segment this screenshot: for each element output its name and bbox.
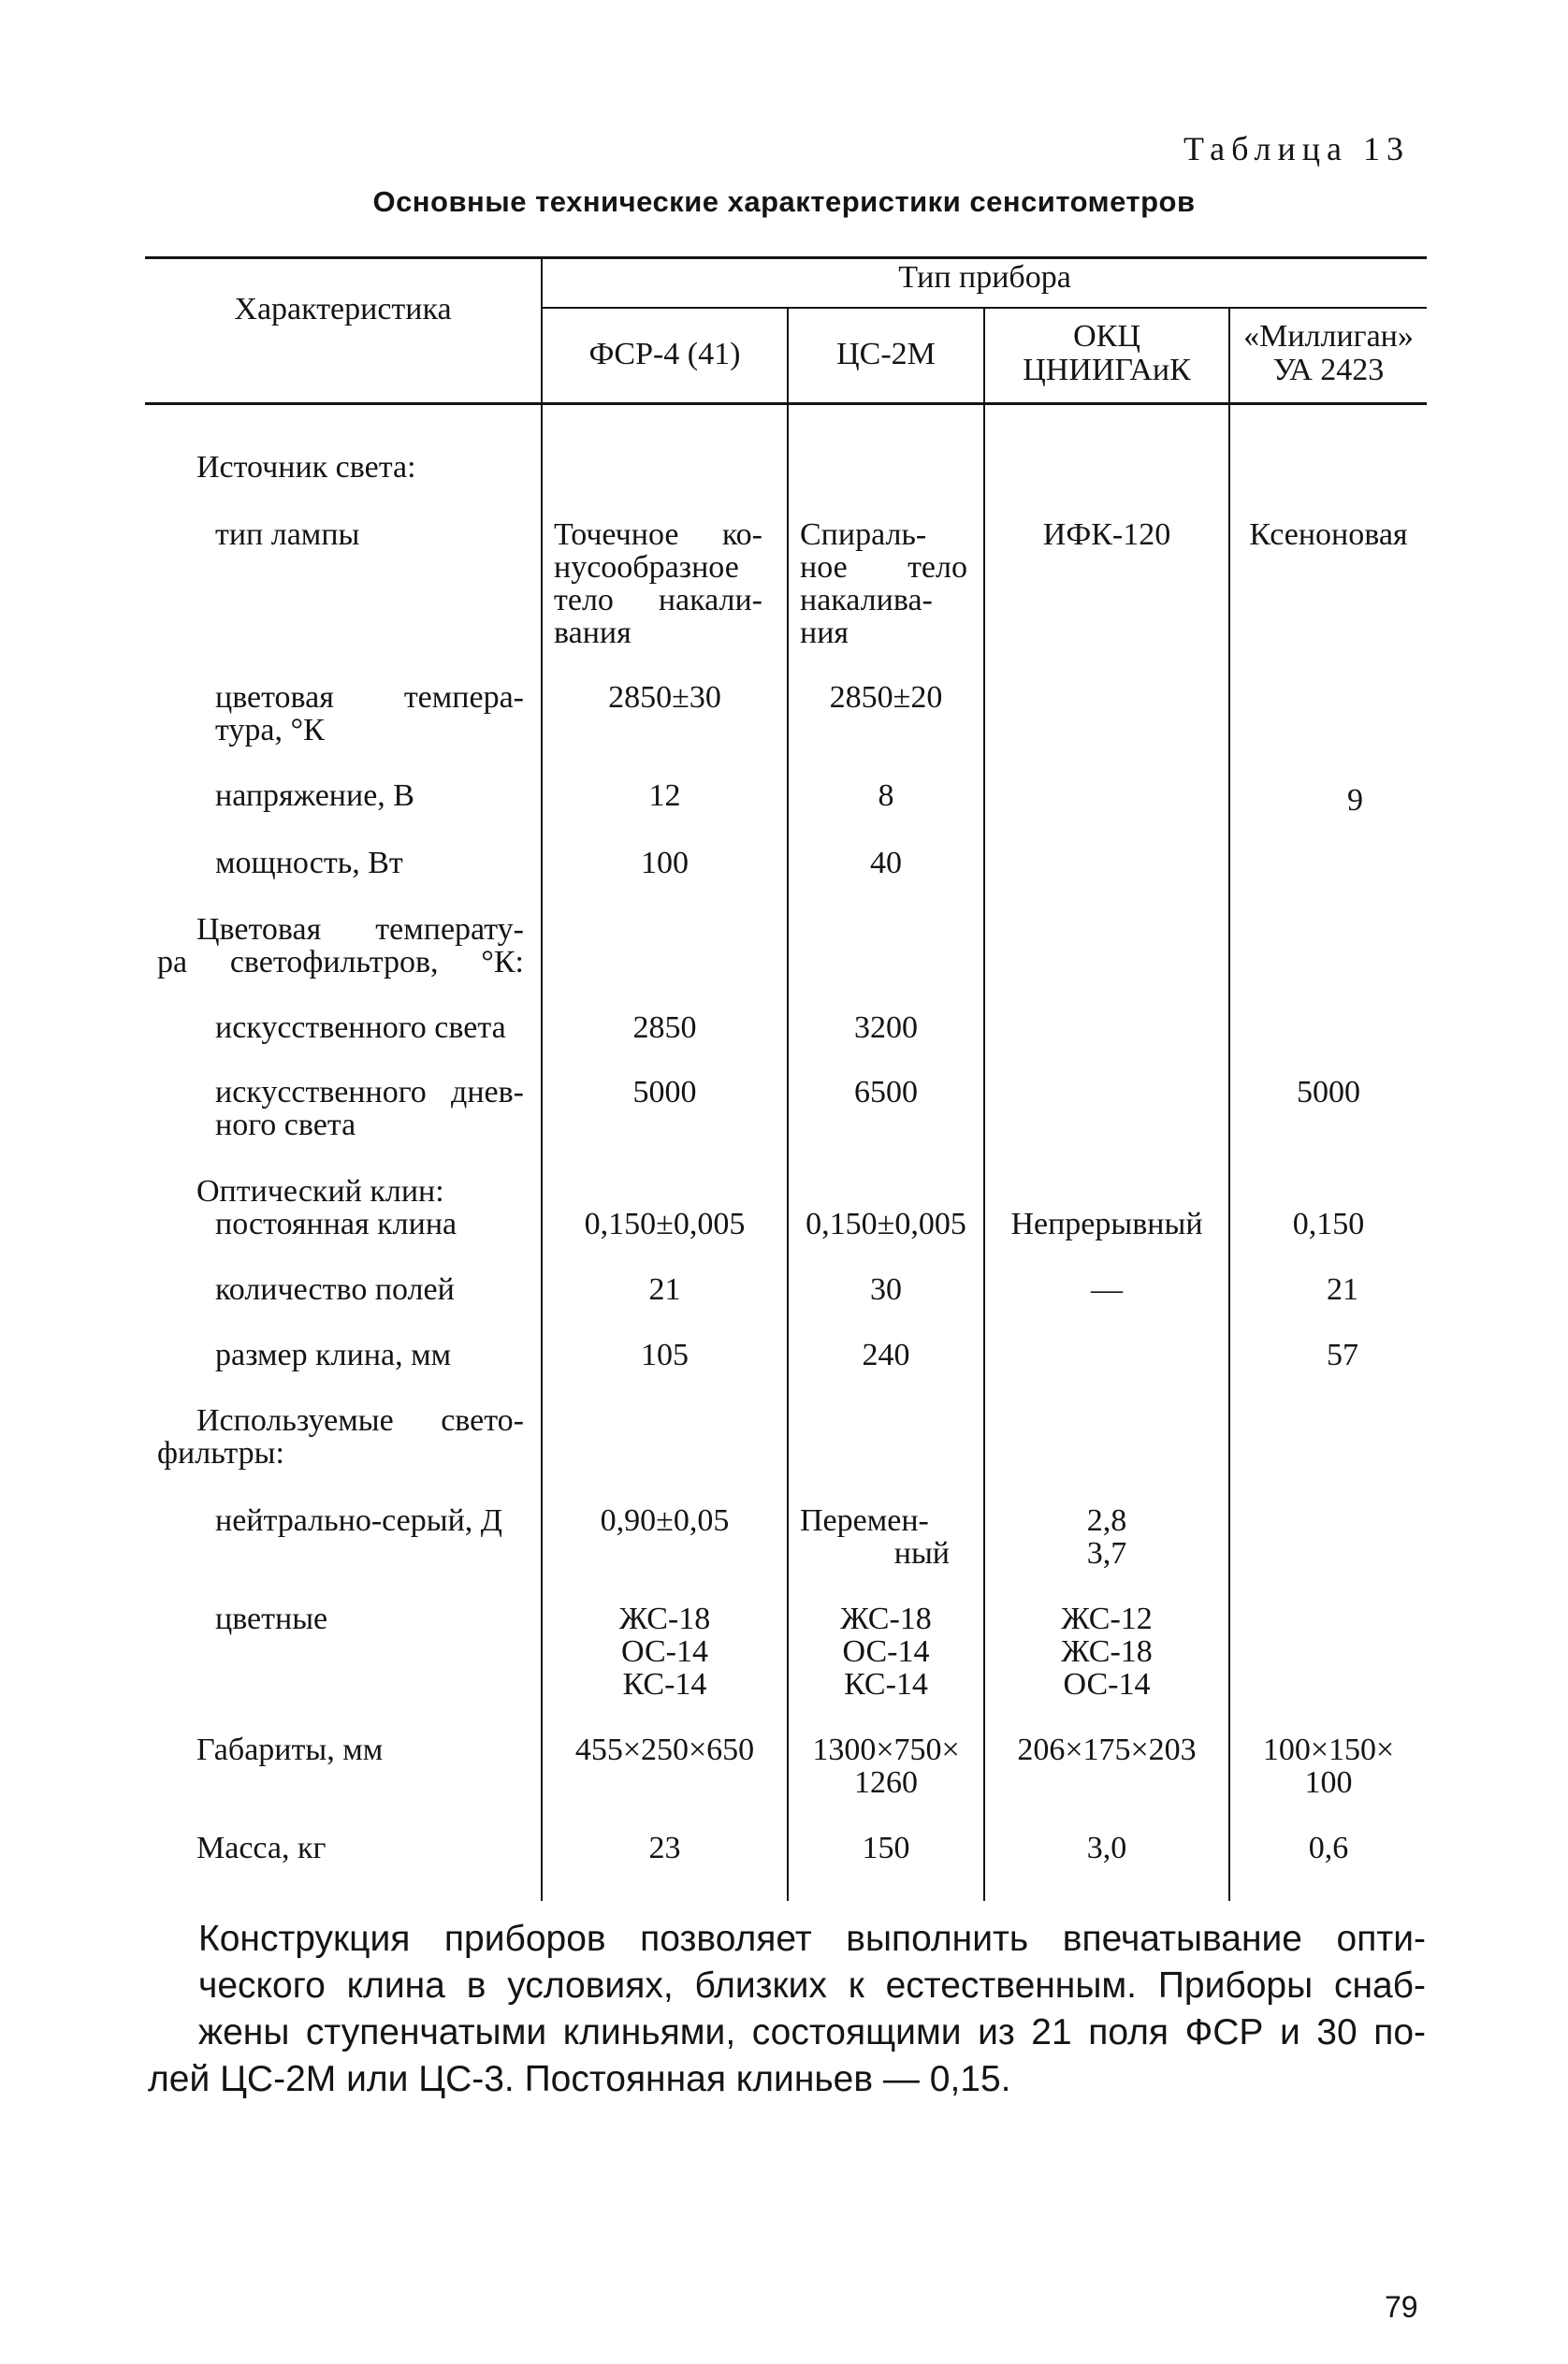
- filters-label-line: Используемые свето-: [196, 1403, 524, 1438]
- colored-c2-line: ЖС-18: [840, 1602, 932, 1636]
- row-mass-label: Масса, кг: [196, 1831, 327, 1865]
- row-filter-temp-label2: [157, 946, 524, 979]
- row-lamp-type-label: тип лампы: [215, 517, 360, 552]
- row-wedge-constant-label: постоянная клина: [215, 1207, 457, 1241]
- row-wedge-constant-c2: 0,150±0,005: [806, 1207, 966, 1241]
- filter-temp-label-line: ра светофильтров, °К:: [157, 945, 524, 979]
- neutral-gray-c2-line: Перемен-: [800, 1503, 929, 1538]
- row-mass-c2: 150: [862, 1831, 910, 1865]
- artificial-daylight-label-line: искусственного днев-: [215, 1075, 524, 1109]
- row-neutral-gray-c2: [800, 1504, 950, 1570]
- lamp-type-c1-line: нусообразное: [554, 550, 739, 585]
- row-wedge-size-label: размер клина, мм: [215, 1338, 452, 1372]
- row-artificial-light-c2: 3200: [854, 1010, 918, 1045]
- dimensions-c2-line: 1300×750×: [812, 1733, 960, 1767]
- header-col-okc-line2: ЦНИИГАиК: [1023, 353, 1191, 387]
- row-mass-c1: 23: [648, 1831, 681, 1865]
- artificial-daylight-label-line: ного света: [215, 1108, 356, 1142]
- colored-c1-line: КС-14: [622, 1667, 707, 1702]
- paragraph-line: жены ступенчатыми клиньями, состоящими из 21 поля ФСР и 30 по-: [198, 2012, 1426, 2052]
- paragraph-line: ческого клина в условиях, близких к естественным. Приборы снаб-: [198, 1965, 1426, 2006]
- color-temp-label-line: цветовая темпера-: [215, 680, 524, 715]
- row-light-source-label: Источник света:: [196, 450, 416, 485]
- row-artificial-light-label: искусственного света: [215, 1010, 506, 1045]
- neutral-gray-c3-line: 3,7: [1086, 1536, 1127, 1571]
- row-wedge-constant-c1: 0,150±0,005: [584, 1207, 746, 1241]
- row-wedge-size-c4: 57: [1327, 1338, 1358, 1372]
- lamp-type-c2-line: ное тело: [800, 550, 967, 585]
- row-voltage-c4: 9: [1347, 783, 1363, 818]
- row-voltage-label: напряжение, В: [215, 778, 414, 813]
- row-artificial-daylight-c1: 5000: [632, 1075, 697, 1109]
- row-neutral-gray-label: нейтрально-серый, Д: [215, 1503, 502, 1538]
- row-lamp-type-c3: ИФК-120: [1042, 517, 1171, 552]
- paragraph-line: Конструкция приборов позволяет выполнить впечатывание опти-: [198, 1919, 1426, 1959]
- header-col-milligan: [1230, 320, 1427, 387]
- filter-temp-label-line: Цветовая температу-: [196, 912, 524, 947]
- row-field-count-c4: 21: [1327, 1272, 1358, 1307]
- lamp-type-c1-line: тело накали-: [554, 583, 762, 617]
- row-dimensions-c2: [789, 1733, 983, 1799]
- colored-c3-line: ЖС-18: [1061, 1634, 1153, 1669]
- row-power-label: мощность, Вт: [215, 846, 403, 880]
- row-color-temp-c2: 2850±20: [829, 680, 943, 715]
- row-color-temp-c1: 2850±30: [608, 680, 721, 715]
- row-mass-c4: 0,6: [1308, 1831, 1349, 1865]
- row-filters-label: [196, 1404, 524, 1437]
- colored-c2-line: ОС-14: [842, 1634, 930, 1669]
- row-colored-c3: [985, 1603, 1228, 1701]
- row-artificial-daylight-c2: 6500: [854, 1075, 918, 1109]
- row-voltage-c2: 8: [878, 778, 894, 813]
- lamp-type-c1-line: вания: [554, 616, 632, 650]
- row-optical-wedge-label: Оптический клин:: [196, 1174, 444, 1209]
- neutral-gray-c2-line: ный: [893, 1536, 950, 1571]
- row-wedge-size-c1: 105: [641, 1338, 689, 1372]
- row-lamp-type-c4: Ксеноновая: [1249, 517, 1408, 552]
- row-field-count-label: количество полей: [215, 1272, 455, 1307]
- colored-c2-line: КС-14: [844, 1667, 928, 1702]
- row-artificial-daylight-c4: 5000: [1297, 1075, 1360, 1109]
- row-dimensions-c1: 455×250×650: [574, 1733, 755, 1767]
- row-field-count-c2: 30: [870, 1272, 902, 1307]
- header-col-okc-line1: ОКЦ: [1073, 319, 1140, 354]
- lamp-type-c2-line: ния: [800, 616, 849, 650]
- row-dimensions-c4: [1230, 1733, 1427, 1799]
- header-col-milligan-line1: «Миллиган»: [1243, 319, 1414, 354]
- row-wedge-constant-c3: Непрерывный: [1010, 1207, 1203, 1241]
- header-col-okc: [985, 320, 1228, 387]
- row-neutral-gray-c1: 0,90±0,05: [600, 1503, 730, 1538]
- paragraph-line: лей ЦС-2М или ЦС-3. Постоянная клиньев — 0,15.: [148, 2059, 1011, 2099]
- row-lamp-type-c2: [800, 518, 967, 649]
- row-color-temp-label: [215, 681, 524, 747]
- lamp-type-c2-line: накалива-: [800, 583, 933, 617]
- page-number: 79: [1385, 2290, 1418, 2324]
- row-dimensions-c3: 206×175×203: [1017, 1733, 1197, 1767]
- row-power-c1: 100: [641, 846, 689, 880]
- neutral-gray-c3-line: 2,8: [1086, 1503, 1127, 1538]
- dimensions-c2-line: 1260: [854, 1765, 918, 1800]
- colored-c3-line: ОС-14: [1063, 1667, 1151, 1702]
- row-colored-label: цветные: [215, 1602, 328, 1636]
- row-filters-label2: фильтры:: [157, 1436, 284, 1471]
- dimensions-c4-line: 100×150×: [1262, 1733, 1395, 1767]
- header-device-type: Тип прибора: [898, 260, 1071, 295]
- lamp-type-c1-line: Точечное ко-: [554, 517, 762, 552]
- row-lamp-type-c1: [554, 518, 762, 649]
- table-header-rule: [145, 402, 1427, 405]
- row-dimensions-label: Габариты, мм: [196, 1733, 384, 1767]
- colored-c1-line: ЖС-18: [618, 1602, 711, 1636]
- body-paragraph: [148, 1916, 1426, 2103]
- row-mass-c3: 3,0: [1086, 1831, 1127, 1865]
- row-field-count-c1: 21: [648, 1272, 681, 1307]
- row-power-c2: 40: [870, 846, 902, 880]
- row-field-count-c3: —: [1091, 1272, 1123, 1307]
- row-colored-c1: [543, 1603, 787, 1701]
- header-col-cs: ЦС-2М: [836, 337, 936, 371]
- row-voltage-c1: 12: [648, 778, 681, 813]
- row-colored-c2: [789, 1603, 983, 1701]
- row-artificial-daylight-label: [215, 1076, 524, 1141]
- table-top-rule: [145, 256, 1427, 259]
- color-temp-label-line: тура, °К: [215, 713, 325, 747]
- row-neutral-gray-c3: [985, 1504, 1228, 1570]
- header-col-milligan-line2: УА 2423: [1272, 353, 1385, 387]
- row-artificial-light-c1: 2850: [632, 1010, 697, 1045]
- colored-c1-line: ОС-14: [621, 1634, 708, 1669]
- header-col-fsr: ФСР-4 (41): [588, 337, 741, 371]
- lamp-type-c2-line: Спираль-: [800, 517, 927, 552]
- row-wedge-constant-c4: 0,150: [1292, 1207, 1365, 1241]
- colored-c3-line: ЖС-12: [1061, 1602, 1153, 1636]
- table-title: Основные технические характеристики сенситометров: [372, 185, 1196, 218]
- dimensions-c4-line: 100: [1304, 1765, 1353, 1800]
- row-filter-temp-label: [196, 913, 524, 946]
- header-characteristic: Характеристика: [234, 292, 452, 326]
- table-label: Таблица 13: [1183, 130, 1410, 167]
- row-wedge-size-c2: 240: [862, 1338, 910, 1372]
